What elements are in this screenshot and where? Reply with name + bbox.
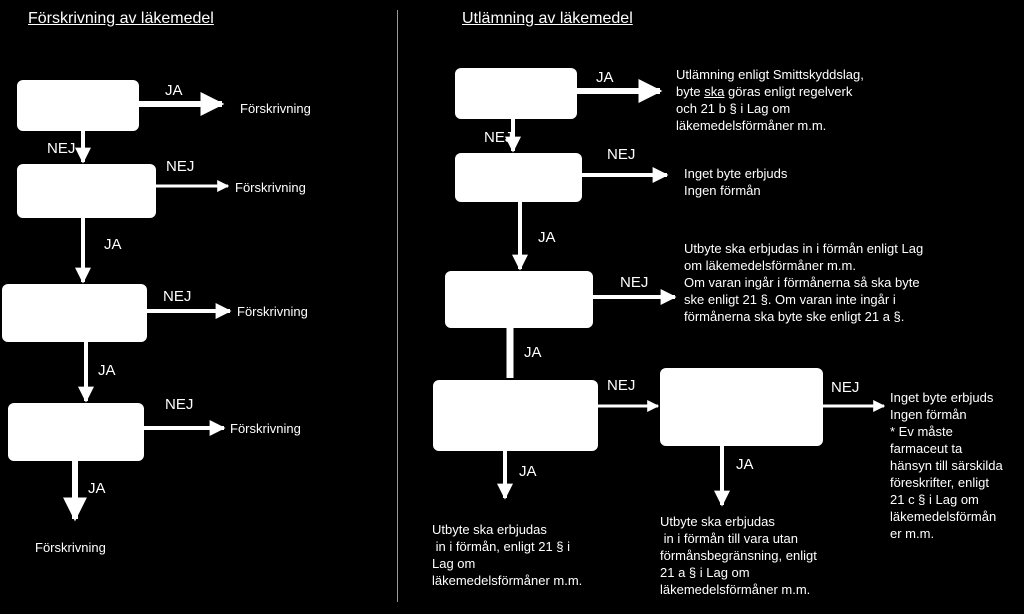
flowchart-canvas: Förskrivning av läkemedel Utlämning av läkemedel JA NEJ NEJ JA NEJ JA NEJ JA Förskrivning Förskrivning Förskrivning Förskrivning Förskrivning JA NEJ NEJ JA NEJ JA NEJ NEJ JA JA Utlämning enligt Smittskyddslag, byte ska göras enligt regelverk och 21 b § i Lag om läkemedelsförmåner m.m. Inget byte erbjuds Ingen förmån Utbyte ska erbjudas in i förmån enligt Lag om läkemedelsförmåner m.m. Om varan ingår i förmånerna så ska byte ske enligt 21 §. Om varan inte ingår i förmånerna ska byte ske enligt 21 a §. Inget byte erbjuds Ingen förmån * Ev måste farmaceut ta hänsyn till särskilda föreskrifter, enligt 21 c § i Lag om läkemedelsförmån er m.m. Utbyte ska erbjudas in i förmån, enligt 21 § i Lag om läkemedelsförmåner m.m. Utbyte ska erbjudas in i förmån till vara utan förmånsbegränsning, enligt 21 a § i Lag om läkemedelsförmåner m.m. [0,0,1024,614]
left-heading: Förskrivning av läkemedel [28,10,214,27]
outcome-forskrivning: Förskrivning [240,101,311,116]
label-ja: JA [736,456,754,473]
label-nej: NEJ [165,396,194,413]
label-ja: JA [538,229,556,246]
label-ja: JA [596,69,614,86]
right-heading: Utlämning av läkemedel [462,10,633,27]
label-nej: NEJ [166,158,195,175]
label-nej: NEJ [484,129,513,146]
left-decision-box-1 [17,80,139,131]
label-nej: NEJ [607,377,636,394]
label-ja: JA [519,463,537,480]
left-decision-box-3 [2,284,147,342]
label-nej: NEJ [831,379,860,396]
right-decision-box-5 [660,368,823,446]
left-decision-box-2 [17,164,156,218]
label-nej: NEJ [163,288,192,305]
outcome-forskrivning: Förskrivning [237,304,308,319]
label-ja: JA [524,344,542,361]
label-ja: JA [165,82,183,99]
outcome-forskrivning: Förskrivning [35,540,106,555]
left-decision-box-4 [8,403,144,461]
outcome-forskrivning: Förskrivning [235,180,306,195]
label-ja: JA [104,236,122,253]
label-nej: NEJ [620,274,649,291]
right-decision-box-3 [445,271,593,328]
right-decision-box-2 [455,153,582,202]
label-ja: JA [98,362,116,379]
column-divider [397,10,398,602]
label-ja: JA [88,480,106,497]
right-decision-box-4 [433,380,598,451]
right-decision-box-1 [455,68,577,119]
outcome-forskrivning: Förskrivning [230,421,301,436]
label-nej: NEJ [47,140,76,157]
label-nej: NEJ [607,146,636,163]
